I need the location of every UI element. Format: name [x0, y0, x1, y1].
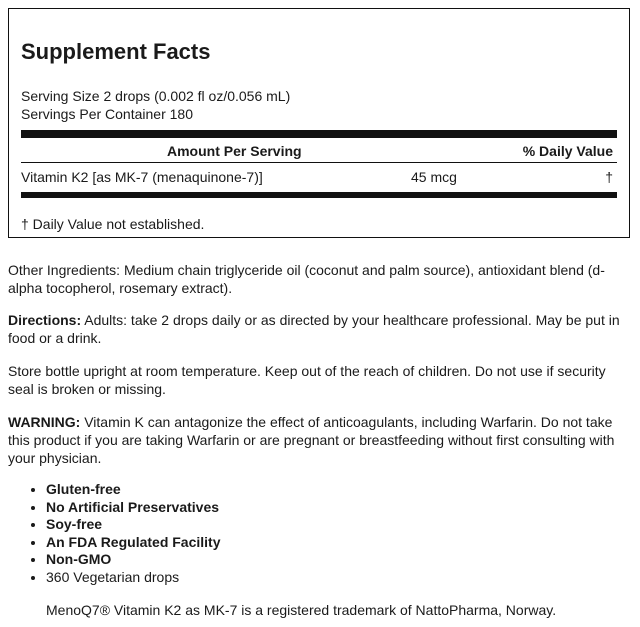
feature-item: • Gluten-free: [46, 481, 221, 499]
storage-instructions: [8, 362, 632, 398]
warning-text: Vitamin K can antagonize the effect of anticoagulants, including Warfarin. Do not take this product if you are taking Warfarin or are pregnant or breastfeeding without first consulting with your physician.: [8, 414, 615, 466]
amount-per-serving-header: Amount Per Serving: [167, 143, 302, 159]
serving-size: Serving Size 2 drops (0.002 fl oz/0.056 mL): [21, 88, 291, 104]
thick-divider-bottom: [21, 192, 617, 198]
supplement-facts-title: Supplement Facts: [21, 39, 211, 64]
warning-label: WARNING:: [8, 414, 81, 430]
nutrient-amount: 45 mcg: [411, 169, 457, 185]
trademark-notice: MenoQ7® Vitamin K2 as MK-7 is a registered trademark of NattoPharma, Norway.: [46, 602, 557, 618]
thick-divider: [21, 130, 617, 138]
nutrient-daily-value: †: [605, 169, 613, 185]
feature-list: [8, 481, 221, 586]
directions-text: Adults: take 2 drops daily or as directed by your healthcare professional. May be put in food or a drink.: [8, 312, 620, 346]
storage-text: Store bottle upright at room temperature. Keep out of the reach of children. Do not use if security seal is broken or missing.: [8, 363, 606, 397]
feature-item: • No Artificial Preservatives: [46, 499, 221, 517]
nutrient-name: Vitamin K2 [as MK-7 (menaquinone-7)]: [21, 169, 263, 185]
daily-value-footnote: † Daily Value not established.: [21, 216, 205, 232]
supplement-facts-panel: [8, 8, 630, 238]
feature-item: • 360 Vegetarian drops: [46, 569, 221, 587]
daily-value-header: % Daily Value: [522, 143, 613, 159]
other-ingredients: [8, 261, 632, 297]
feature-item: • An FDA Regulated Facility: [46, 534, 221, 552]
servings-per-container: Servings Per Container 180: [21, 106, 193, 122]
directions: [8, 311, 632, 347]
thin-divider: [21, 162, 617, 163]
feature-item: • Soy-free: [46, 516, 221, 534]
feature-item: • Non-GMO: [46, 551, 221, 569]
other-ingredients-text: Other Ingredients: Medium chain triglyceride oil (coconut and palm source), antioxidant blend (d-alpha tocopherol, rosemary extract).: [8, 262, 605, 296]
directions-label: Directions:: [8, 312, 82, 328]
warning: [8, 413, 632, 467]
